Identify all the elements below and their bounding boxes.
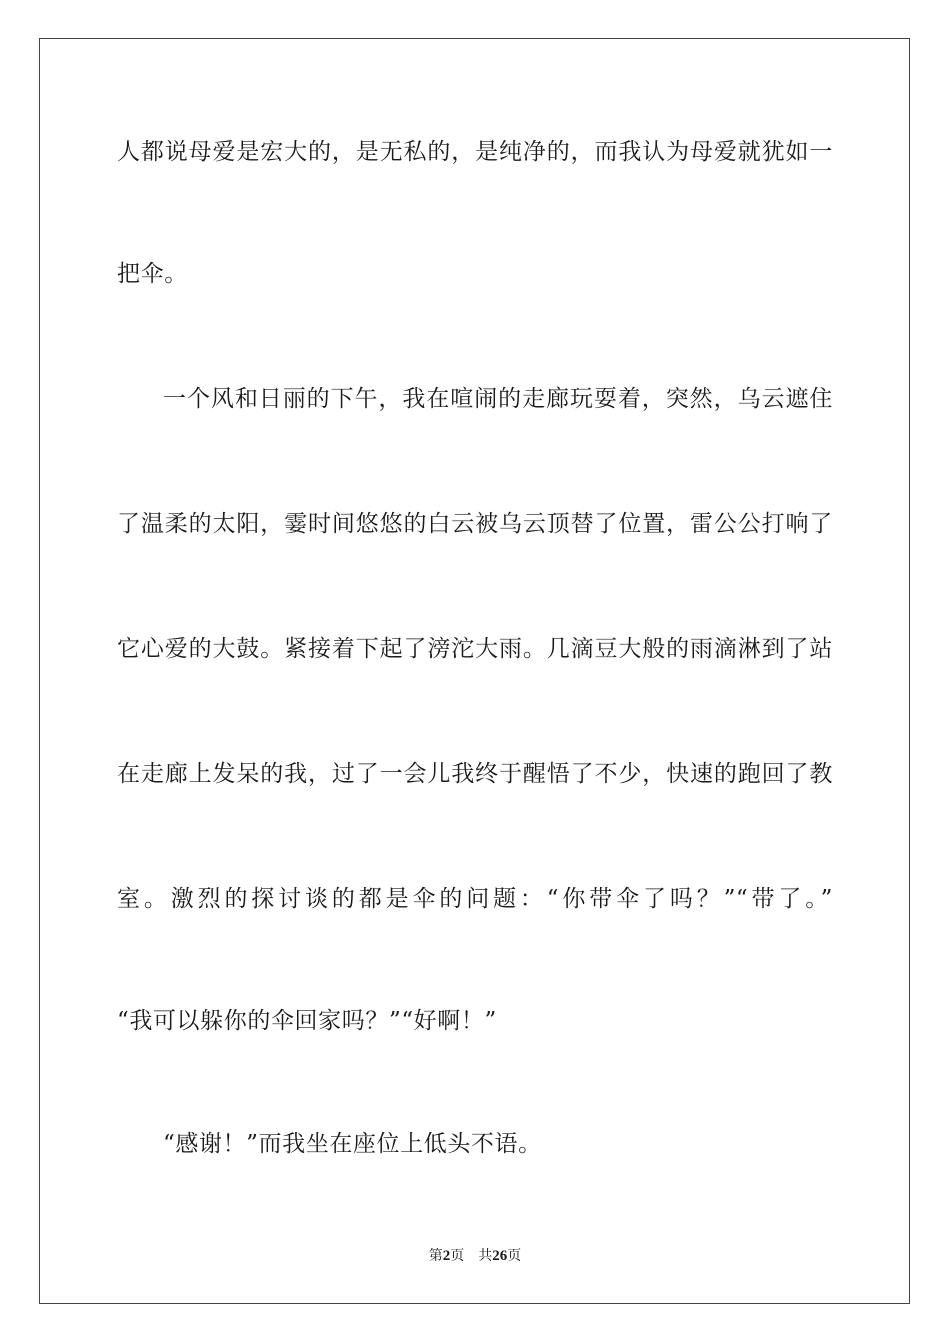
text-line: 了温柔的太阳，霎时间悠悠的白云被乌云顶替了位置，雷公公打响了 <box>117 511 833 537</box>
text-line: 室。激烈的探讨谈的都是伞的问题：“你带伞了吗？”“带了。” <box>117 886 833 912</box>
footer-total-suffix: 页 <box>507 1248 522 1264</box>
text-line: 把伞。 <box>117 261 188 287</box>
page-border <box>39 38 910 1304</box>
text-line: 它心爱的大鼓。紧接着下起了滂沱大雨。几滴豆大般的雨滴淋到了站 <box>117 636 833 662</box>
total-pages-number: 26 <box>492 1248 508 1264</box>
footer-total-prefix: 共 <box>478 1248 493 1264</box>
page-footer <box>0 1247 950 1265</box>
text-line: 人都说母爱是宏大的，是无私的，是纯净的，而我认为母爱就犹如一 <box>117 139 833 165</box>
text-line: 在走廊上发呆的我，过了一会儿我终于醒悟了不少，快速的跑回了教 <box>117 761 833 787</box>
text-line: “感谢！”而我坐在座位上低头不语。 <box>163 1131 542 1157</box>
text-line: “我可以躲你的伞回家吗？”“好啊！” <box>117 1008 497 1034</box>
text-line: 一个风和日丽的下午，我在喧闹的走廊玩耍着，突然，乌云遮住 <box>163 386 833 412</box>
current-page-number: 2 <box>442 1248 451 1264</box>
footer-prefix: 第 <box>428 1248 443 1264</box>
footer-page-suffix: 页 <box>450 1248 465 1264</box>
